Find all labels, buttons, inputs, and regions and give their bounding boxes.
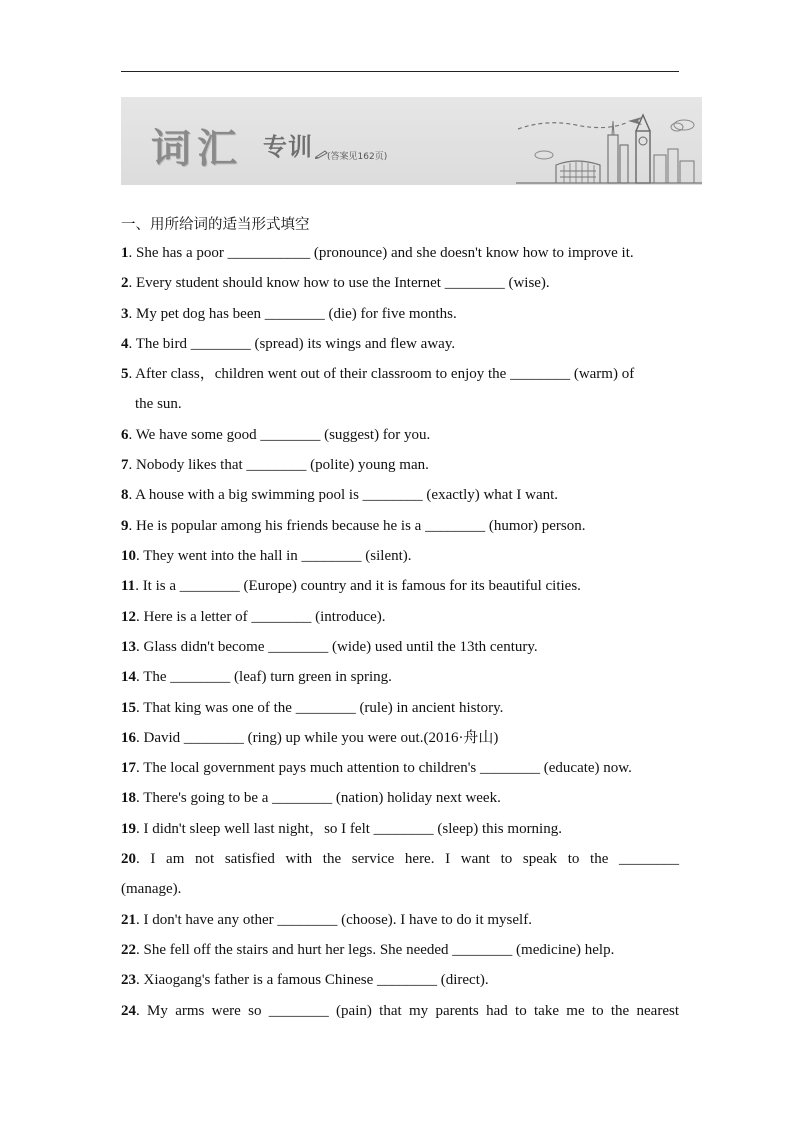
question-text: . The local government pays much attention to children's ________ (educate) now. [136,760,632,777]
question-number: 1 [121,245,129,261]
question-text: . The ________ (leaf) turn green in spring. [136,669,392,686]
question-item [121,329,679,359]
question-number: 4 [121,335,129,352]
question-number: 6 [121,426,129,443]
question-number: 13 [121,638,136,655]
question-line [121,238,679,268]
question-number: 19 [121,820,136,837]
question-item [121,965,679,995]
question-line [121,480,679,510]
question-line [121,420,679,450]
question-item [121,662,679,692]
question-item [121,450,679,480]
question-text: . The bird ________ (spread) its wings and flew away. [128,335,456,352]
question-text: . My arms were so ________ (pain) that my parents had to take me to the nearest [136,1002,679,1019]
question-line [121,359,679,389]
question-item [121,632,679,662]
question-item [121,571,679,601]
question-line [121,905,679,935]
question-number: 2 [121,275,129,292]
question-number: 8 [121,487,129,504]
question-item [121,935,679,965]
city-skyline-icon [516,105,702,185]
question-item [121,905,679,935]
question-line [121,723,679,753]
question-number: 16 [121,729,136,746]
question-item [121,420,679,450]
question-item [121,511,679,541]
question-number: 11 [121,578,136,595]
question-line [121,844,679,874]
section-title: 一、用所给词的适当形式填空 [121,217,310,233]
question-line [121,814,679,844]
question-item [121,814,679,844]
question-line [121,632,679,662]
question-number: 17 [121,760,136,777]
question-text: . He is popular among his friends because he is a ________ (humor) person. [128,517,586,534]
question-number: 7 [121,457,129,474]
question-text: . Glass didn't become ________ (wide) used until the 13th century. [136,638,538,655]
question-text: . Nobody likes that ________ (polite) young man. [128,457,429,474]
question-text: . Every student should know how to use the Internet ________ (wise). [128,275,550,292]
banner-title: 词汇 [151,125,243,172]
question-continuation: the sun. [135,396,182,413]
question-text: . I don't have any other ________ (choose). I have to do it myself. [136,911,532,928]
question-text: . It is a ________ (Europe) country and it is famous for its beautiful cities. [135,578,581,595]
question-line [121,602,679,632]
question-text: . She has a poor ___________ (pronounce) and she doesn't know how to improve it. [128,245,634,261]
question-item [121,753,679,783]
question-line [121,511,679,541]
question-line [121,662,679,692]
question-line [121,965,679,995]
question-text: . I didn't sleep well last night，so I felt ________ (sleep) this morning. [136,820,562,837]
question-line [121,571,679,601]
question-number: 24 [121,1002,136,1019]
question-text: . My pet dog has been ________ (die) for five months. [128,305,457,322]
question-line [121,541,679,571]
question-number: 22 [121,941,136,958]
question-item [121,723,679,753]
question-text: . There's going to be a ________ (nation) holiday next week. [136,790,501,807]
question-number: 18 [121,790,136,807]
question-number: 5 [121,366,129,383]
answer-note: (答案见162页) [327,152,388,162]
top-rule [121,71,679,72]
question-number: 21 [121,911,136,928]
question-line [121,935,679,965]
question-number: 23 [121,972,136,989]
question-item [121,299,679,329]
question-number: 10 [121,548,136,564]
question-item [121,541,679,571]
question-line [121,299,679,329]
question-item [121,268,679,298]
question-item [121,996,679,1026]
question-item [121,693,679,723]
question-number: 14 [121,669,136,686]
section-banner [121,97,702,185]
question-line [121,268,679,298]
question-text: . Xiaogang's father is a famous Chinese ________ (direct). [136,972,489,989]
question-text: . She fell off the stairs and hurt her legs. She needed ________ (medicine) help. [136,941,615,958]
question-item [121,602,679,632]
banner-subtitle: 专训 [263,132,313,161]
question-number: 12 [121,608,136,625]
question-number: 15 [121,699,136,716]
question-number: 3 [121,305,129,322]
question-text: . A house with a big swimming pool is ________ (exactly) what I want. [128,487,559,504]
question-text: . I am not satisfied with the service here. I want to speak to the ________ [136,851,679,867]
question-line [121,329,679,359]
question-number: 9 [121,517,129,534]
question-line [121,996,679,1026]
question-item [121,844,679,904]
question-continuation: (manage). [121,881,182,897]
question-item [121,480,679,510]
question-line [121,693,679,723]
question-item [121,238,679,268]
question-item [121,359,679,419]
question-text: . We have some good ________ (suggest) for you. [128,426,431,443]
question-text: . David ________ (ring) up while you were out.(2016·舟山) [136,729,499,746]
question-line [121,783,679,813]
question-text: . That king was one of the ________ (rule) in ancient history. [136,699,504,716]
question-text: . They went into the hall in ________ (silent). [136,548,412,564]
question-number: 20 [121,851,136,867]
question-line [121,753,679,783]
question-item [121,783,679,813]
question-text: . Here is a letter of ________ (introduce). [136,608,386,625]
question-line [121,450,679,480]
question-text: . After class，children went out of their classroom to enjoy the ________ (warm) of [128,366,635,383]
